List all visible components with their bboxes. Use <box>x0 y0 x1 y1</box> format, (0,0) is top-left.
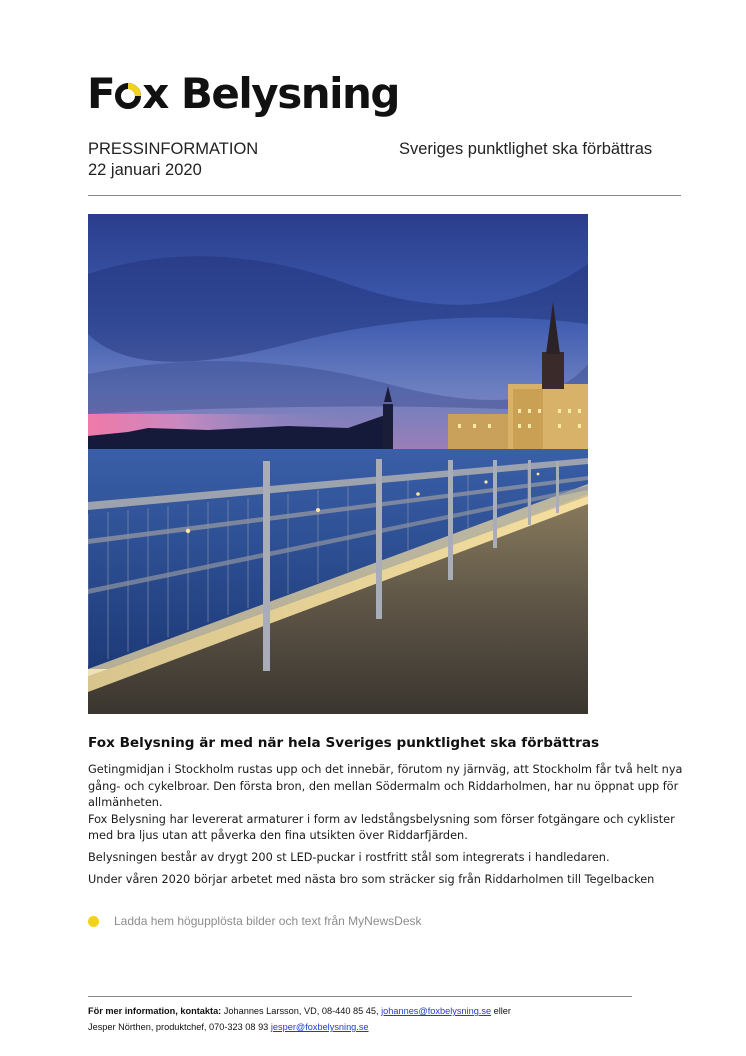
paragraph-next-bridge: Under våren 2020 börjar arbetet med nästa bro som sträcker sig från Riddarholmen till Tegelbacken <box>88 872 655 886</box>
contact-line-1-end: eller <box>491 1006 511 1016</box>
email-link-johannes[interactable]: johannes@foxbelysning.se <box>381 1006 492 1016</box>
press-label: PRESSINFORMATION <box>88 140 259 158</box>
paragraph-led: Belysningen består av drygt 200 st LED-puckar i rostfritt stål som integrerats i handledaren. <box>88 850 610 864</box>
logo-o-mark-icon <box>115 83 141 109</box>
article-headline: Fox Belysning är med när hela Sveriges punktlighet ska förbättras <box>88 735 600 751</box>
paragraph-intro: Getingmidjan i Stockholm rustas upp och det innebär, förutom ny järnväg, att Stockholm får två helt nya gång- och cykelbroar. Den första bron, den mellan Södermalm och Riddarholmen, har nu öppnat upp för allmänheten. <box>88 763 683 810</box>
press-meta <box>88 139 258 181</box>
contact-label: För mer information, kontakta: <box>88 1006 222 1016</box>
footer-divider <box>88 996 632 997</box>
press-date: 22 januari 2020 <box>88 161 202 179</box>
bridge-photo <box>88 214 588 714</box>
article-body <box>88 762 688 893</box>
contact-person-1: Johannes Larsson, VD, 08-440 85 45, <box>221 1006 382 1016</box>
download-link[interactable] <box>88 914 422 928</box>
logo-letter-f: F <box>87 69 115 118</box>
bridge-photo-illustration <box>88 214 588 714</box>
contact-line-1 <box>88 1003 511 1019</box>
paragraph-delivery: Fox Belysning har levererat armaturer i form av ledstångsbelysning som förser fotgängare och cyklister med bra ljus utan att påverka den fina utsikten över Riddarfjärden. <box>88 812 675 843</box>
contact-line-2 <box>88 1019 511 1035</box>
contact-info <box>88 1003 511 1035</box>
email-link-jesper[interactable]: jesper@foxbelysning.se <box>270 1022 369 1032</box>
bullet-dot-icon <box>88 916 99 927</box>
contact-person-2: Jesper Nörthen, produktchef, 070-323 08 93 <box>88 1022 271 1032</box>
logo-text-rest: x Belysning <box>142 69 399 118</box>
fox-belysning-logo <box>87 66 399 122</box>
press-title: Sveriges punktlighet ska förbättras <box>399 140 653 158</box>
header-divider <box>88 195 681 196</box>
download-text: Ladda hem högupplösta bilder och text från MyNewsDesk <box>114 914 422 928</box>
